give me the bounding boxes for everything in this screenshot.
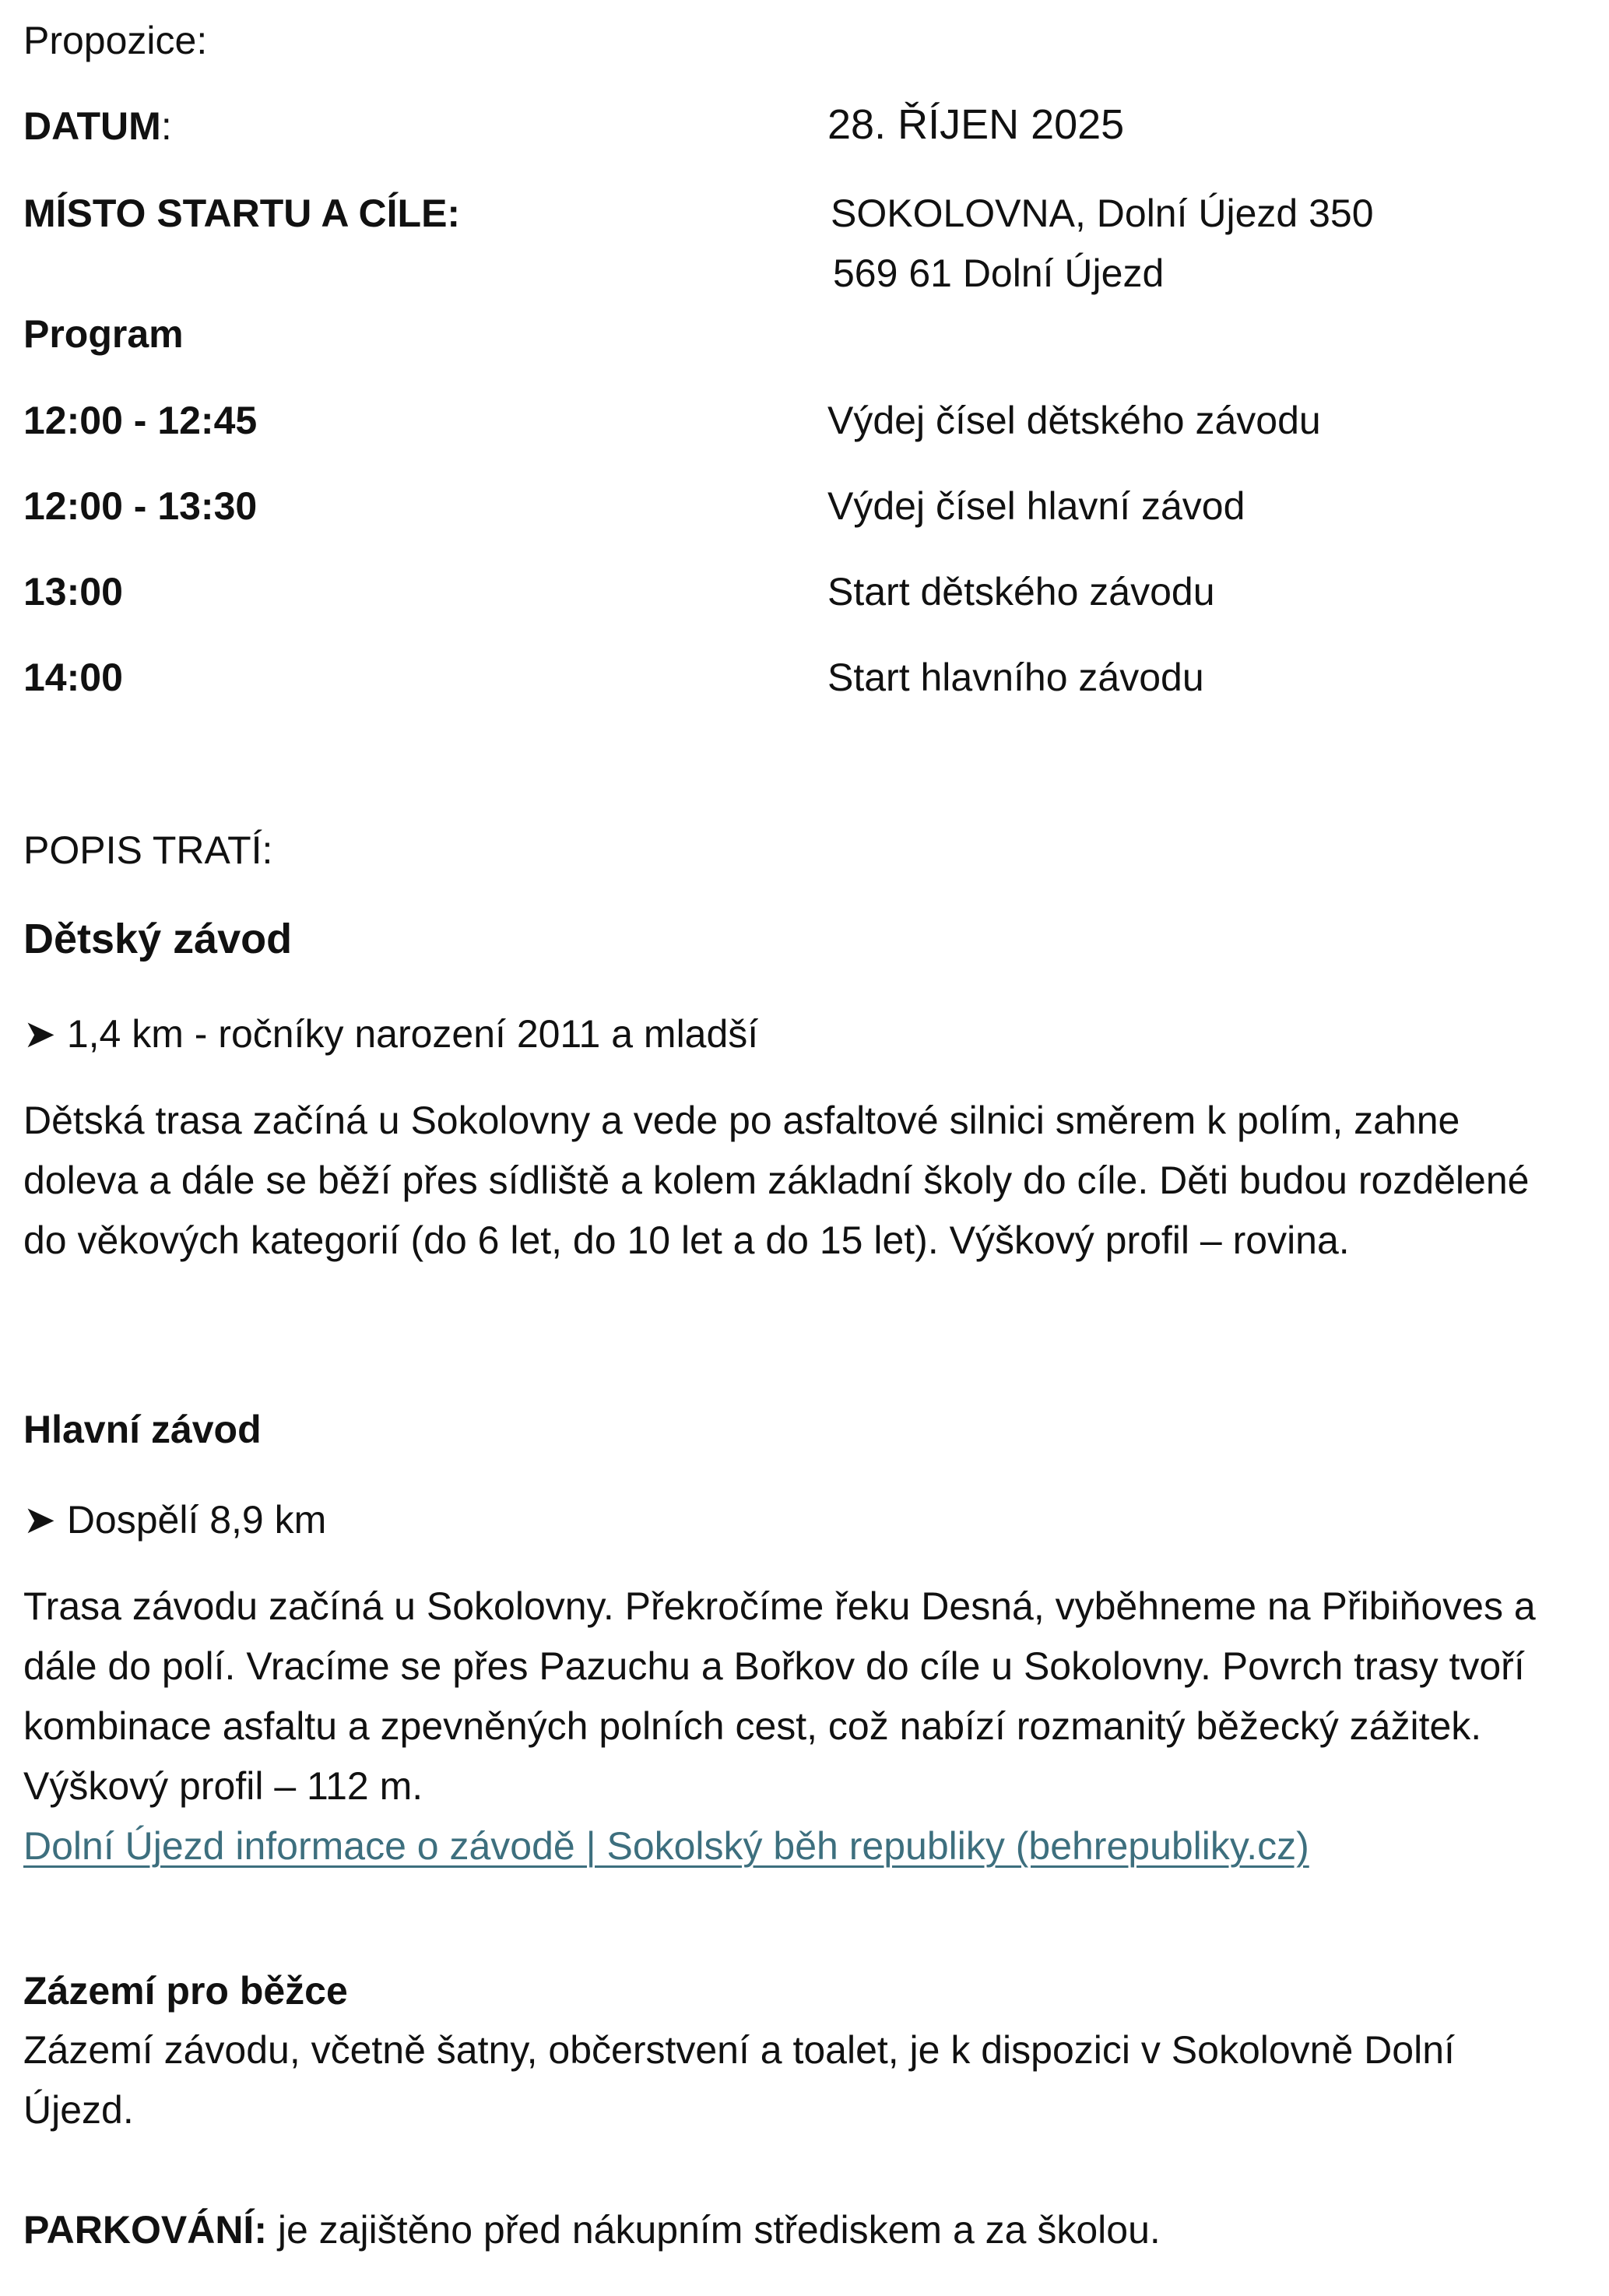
parking-text: je zajištěno před nákupním střediskem a za školou. [266, 2208, 1161, 2252]
main-race-description: Trasa závodu začíná u Sokolovny. Překročíme řeku Desná, vyběhneme na Přibiňoves a dále do polí. Vracíme se přes Pazuchu a Bořkov do cíle u Sokolovny. Povrch trasy tvoří kombinace asfaltu a zpevněných polních cest, což nabízí rozmanitý běžecký zážitek. Výškový profil – 112 m. [23, 1584, 1536, 1808]
program-desc-2: Výdej čísel hlavní závod [827, 484, 1245, 528]
program-desc-1: Výdej čísel dětského závodu [827, 399, 1321, 442]
propozice-heading: Propozice: [23, 19, 208, 62]
program-time-3: 13:00 [23, 570, 123, 614]
program-desc-4: Start hlavního závodu [827, 656, 1204, 699]
program-time-1: 12:00 - 12:45 [23, 399, 258, 442]
zazemi-text: Zázemí závodu, včetně šatny, občerstvení a toalet, je k dispozici v Sokolovně Dolní Újezd. [23, 2028, 1455, 2132]
race-info-link[interactable]: Dolní Újezd informace o závodě | Sokolský běh republiky (behrepubliky.cz) [23, 1824, 1309, 1868]
parking-label: PARKOVÁNÍ: [23, 2208, 267, 2252]
kids-race-description: Dětská trasa začíná u Sokolovny a vede po asfaltové silnici směrem k polím, zahne doleva a dále se běží přes sídliště a kolem základní školy do cíle. Děti budou rozdělené do věkových kategorií (do 6 let, do 10 let a do 15 let). Výškový profil – rovina. [23, 1099, 1530, 1262]
parking-row [23, 2200, 1161, 2260]
program-desc-3: Start dětského závodu [827, 570, 1215, 614]
misto-label: MÍSTO STARTU A CÍLE: [23, 192, 461, 235]
kids-race-title: Dětský závod [23, 916, 293, 962]
main-race-title: Hlavní závod [23, 1408, 262, 1451]
program-time-2: 12:00 - 13:30 [23, 484, 258, 528]
misto-line1: SOKOLOVNA, Dolní Újezd 350 [831, 192, 1374, 235]
datum-value: 28. ŘÍJEN 2025 [827, 101, 1125, 148]
program-title: Program [23, 312, 184, 356]
program-time-4: 14:00 [23, 656, 123, 699]
popis-trati-heading: POPIS TRATÍ: [23, 828, 273, 872]
arrow-right-icon: ➤ [23, 1498, 56, 1542]
main-race-distance: Dospělí 8,9 km [66, 1498, 327, 1542]
main-race-bullet [23, 1490, 326, 1550]
misto-line2: 569 61 Dolní Újezd [833, 251, 1165, 295]
kids-race-bullet [23, 1004, 758, 1064]
datum-colon: : [160, 104, 172, 148]
zazemi-title: Zázemí pro běžce [23, 1969, 348, 2013]
datum-label: DATUM [23, 104, 161, 148]
race-info-link-wrap [23, 1816, 1309, 1876]
arrow-right-icon: ➤ [23, 1012, 56, 1056]
datum-row [23, 97, 172, 156]
kids-race-distance: 1,4 km - ročníky narození 2011 a mladší [66, 1012, 759, 1056]
